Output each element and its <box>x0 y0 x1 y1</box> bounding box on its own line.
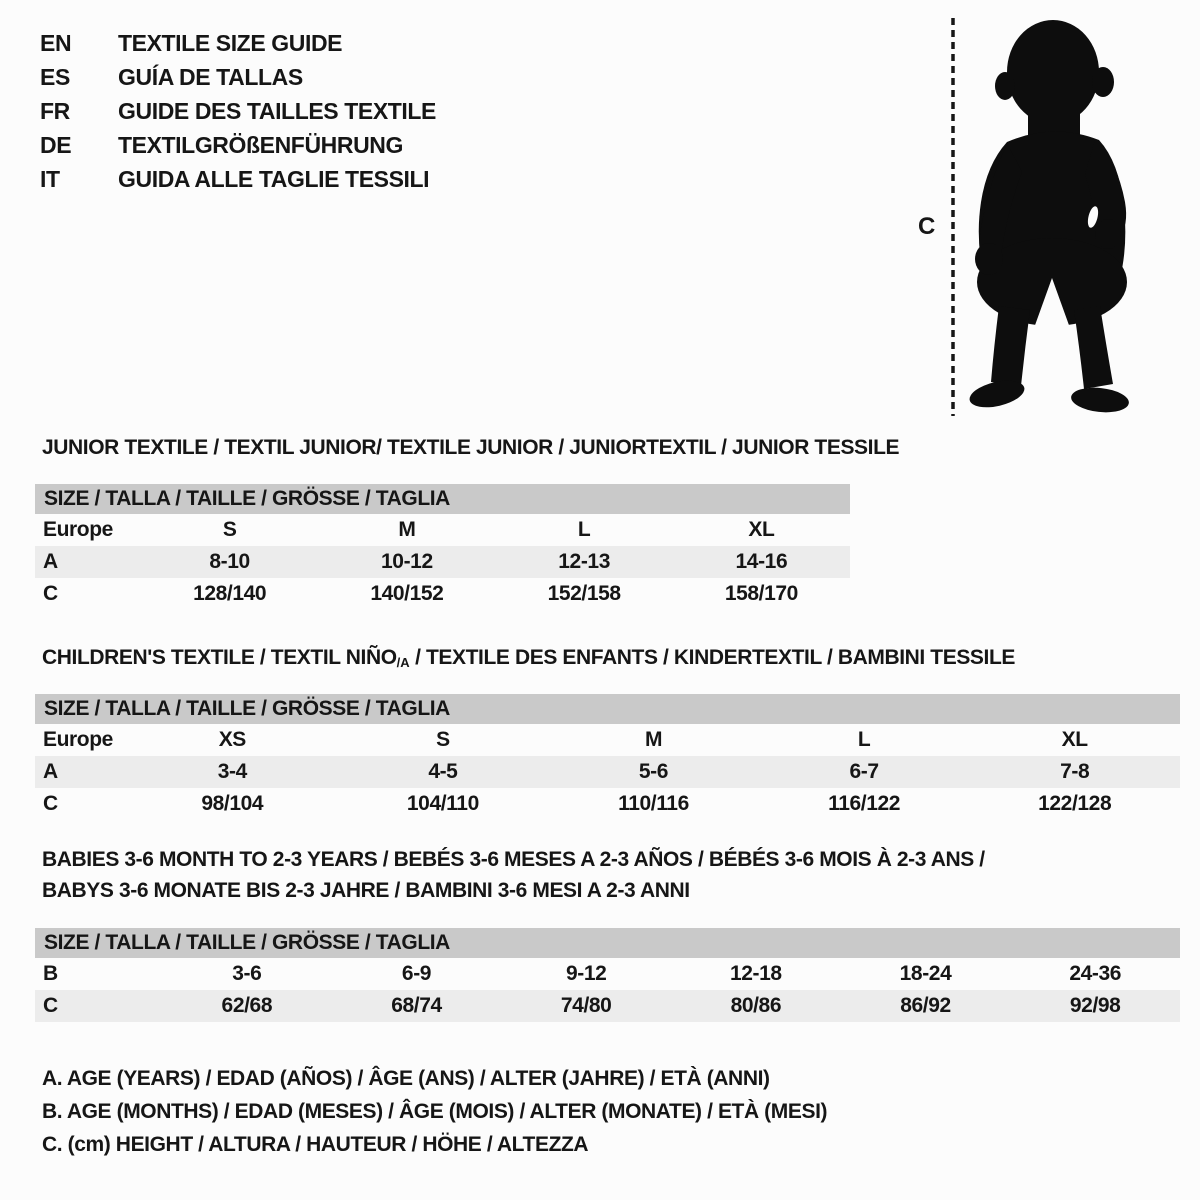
children-table-header: SIZE / TALLA / TAILLE / GRÖSSE / TAGLIA <box>35 694 1180 724</box>
junior-section-heading <box>42 432 899 463</box>
age-cell: 24-36 <box>1069 962 1122 985</box>
children-section-heading <box>42 642 1015 678</box>
language-row-fr <box>40 94 436 128</box>
age-cell: 3-6 <box>232 962 262 985</box>
row-label: B <box>43 962 58 985</box>
table-row-height <box>35 990 1180 1022</box>
size-cell: M <box>398 518 416 541</box>
table-row-age-months <box>35 958 1180 990</box>
age-cell: 5-6 <box>638 760 669 783</box>
row-label: A <box>43 550 58 573</box>
language-code: EN <box>40 30 72 56</box>
height-cell: 62/68 <box>221 994 273 1017</box>
height-cell: 116/122 <box>828 792 901 815</box>
junior-heading-text: JUNIOR TEXTILE / TEXTIL JUNIOR/ TEXTILE JUNIOR / JUNIORTEXTIL / JUNIOR TESSILE <box>42 436 900 459</box>
height-cell: 98/104 <box>201 792 264 815</box>
age-cell: 3-4 <box>217 760 247 783</box>
height-cell: 92/98 <box>1069 994 1121 1017</box>
age-cell: 7-8 <box>1060 760 1090 783</box>
measure-legend <box>42 1062 827 1161</box>
height-cell: 140/152 <box>370 582 444 605</box>
age-cell: 12-13 <box>558 550 610 573</box>
language-code: DE <box>40 132 72 158</box>
height-cell: 80/86 <box>730 994 782 1017</box>
row-label: C <box>43 994 58 1017</box>
age-cell: 4-5 <box>428 760 458 783</box>
babies-size-table <box>35 928 1180 1022</box>
height-cell: 158/170 <box>724 582 798 605</box>
height-cell: 122/128 <box>1038 792 1112 815</box>
table-row-age <box>35 756 1180 788</box>
legend-line-c: C. (cm) HEIGHT / ALTURA / HAUTEUR / HÖHE / ALTEZZA <box>42 1133 589 1156</box>
age-cell: 6-9 <box>401 962 432 985</box>
guide-title: GUIDE DES TAILLES TEXTILE <box>118 98 436 124</box>
junior-size-table <box>35 484 850 610</box>
language-code: ES <box>40 64 70 90</box>
table-row-age <box>35 546 850 578</box>
size-cell: S <box>436 728 450 751</box>
table-row-height <box>35 788 1180 820</box>
age-cell: 8-10 <box>209 550 250 573</box>
language-title-list <box>40 26 436 196</box>
children-heading-subscript: /A <box>396 655 410 670</box>
age-cell: 14-16 <box>735 550 788 573</box>
children-size-table <box>35 694 1180 820</box>
language-row-es <box>40 60 436 94</box>
toddler-silhouette <box>967 20 1130 415</box>
height-cell: 104/110 <box>406 792 479 815</box>
age-cell: 10-12 <box>381 550 433 573</box>
age-cell: 6-7 <box>849 760 879 783</box>
measure-c-label: C <box>918 213 935 240</box>
babies-section-heading <box>42 844 985 906</box>
language-code: FR <box>40 98 70 124</box>
height-cell: 152/158 <box>547 582 621 605</box>
guide-title: TEXTILE SIZE GUIDE <box>118 30 343 56</box>
legend-line-a: A. AGE (YEARS) / EDAD (AÑOS) / ÂGE (ANS) / ALTER (JAHRE) / ETÀ (ANNI) <box>42 1067 770 1090</box>
row-label: Europe <box>43 728 113 751</box>
height-cell: 68/74 <box>391 994 442 1017</box>
height-measure-figure <box>905 10 1165 425</box>
size-cell: L <box>577 518 591 541</box>
table-row-europe <box>35 514 850 546</box>
age-cell: 12-18 <box>729 962 782 985</box>
size-cell: XL <box>748 518 775 541</box>
row-label: C <box>43 582 58 605</box>
guide-title: GUIDA ALLE TAGLIE TESSILI <box>118 166 430 192</box>
guide-title: TEXTILGRÖßENFÜHRUNG <box>118 132 403 158</box>
babies-heading-line-2: BABYS 3-6 MONATE BIS 2-3 JAHRE / BAMBINI 3-6 MESI A 2-3 ANNI <box>42 879 690 902</box>
size-cell: M <box>644 728 663 751</box>
height-cell: 110/116 <box>618 792 689 815</box>
height-cell: 128/140 <box>193 582 267 605</box>
size-cell: S <box>222 518 237 541</box>
babies-table-header: SIZE / TALLA / TAILLE / GRÖSSE / TAGLIA <box>35 928 1180 958</box>
height-cell: 74/80 <box>560 994 612 1017</box>
language-code: IT <box>40 166 60 192</box>
language-row-it <box>40 162 436 196</box>
guide-title: GUÍA DE TALLAS <box>118 64 303 90</box>
row-label: Europe <box>43 518 113 541</box>
legend-line-b: B. AGE (MONTHS) / EDAD (MESES) / ÂGE (MOIS) / ALTER (MONATE) / ETÀ (MESI) <box>42 1100 828 1123</box>
size-cell: L <box>857 728 871 751</box>
children-heading-text: CHILDREN'S TEXTILE / TEXTIL NIÑO <box>42 646 397 669</box>
size-cell: XL <box>1061 728 1088 751</box>
age-cell: 9-12 <box>565 962 607 985</box>
size-cell: XS <box>218 728 246 751</box>
table-row-height <box>35 578 850 610</box>
language-row-en <box>40 26 436 60</box>
junior-table-header: SIZE / TALLA / TAILLE / GRÖSSE / TAGLIA <box>35 484 850 514</box>
babies-heading-line-1: BABIES 3-6 MONTH TO 2-3 YEARS / BEBÉS 3-6 MESES A 2-3 AÑOS / BÉBÉS 3-6 MOIS À 2-3 ANS / <box>42 848 985 871</box>
toddler-silhouette-icon <box>943 10 1153 422</box>
language-row-de <box>40 128 436 162</box>
table-row-europe <box>35 724 1180 756</box>
children-heading-text: / TEXTILE DES ENFANTS / KINDERTEXTIL / BAMBINI TESSILE <box>409 646 1016 669</box>
row-label: C <box>43 792 58 815</box>
height-cell: 86/92 <box>900 994 951 1017</box>
age-cell: 18-24 <box>899 962 952 985</box>
row-label: A <box>43 760 58 783</box>
